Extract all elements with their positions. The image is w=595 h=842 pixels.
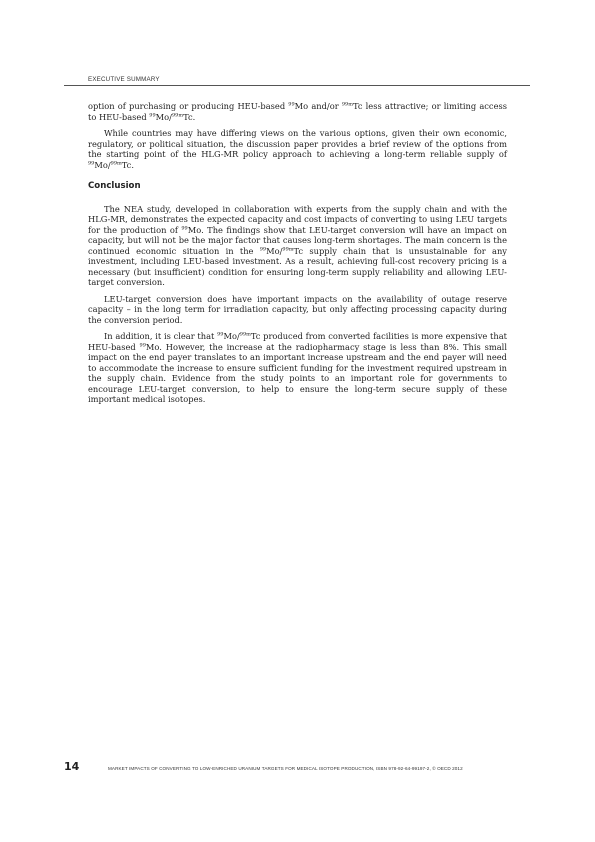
footer-publication-info: MARKET IMPACTS OF CONVERTING TO LOW-ENRICHED URANIUM TARGETS FOR MEDICAL ISOTOPE PRODUCTION, ISBN 978-92-64-99197-2, © OECD 2012	[108, 766, 463, 771]
isotope-superscript: 99	[259, 246, 267, 252]
isotope-superscript: 99m	[171, 112, 184, 118]
isotope-superscript: 99	[217, 331, 224, 338]
isotope-superscript: 99	[88, 160, 95, 166]
paragraph-country-views: While countries may have differing views on the various options, given their own economic, regulatory, or political situation, the discussion paper provides a brief review of the options from the starting point of the HLG-MR policy approach to achieving a long-term reliable supply of $^{99}$Mo/$^{99m}$Tc.	[88, 128, 507, 170]
paragraph-nea-study: The NEA study, developed in collaboration with experts from the supply chain and with the HLG-MR, demonstrates the expected capacity and cost impacts of converting to using LEU targets for the production of $^{99}$Mo. The findings show that LEU-target conversion will have an impact on capacity, but will not be the major factor that causes long-term shortages. The main concern is the continued economic situation in the $^{99}$Mo/$^{99m}$Tc supply chain that is unsustainable for any investment, including LEU-based investment. As a result, achieving full-cost recovery pricing is a necessary (but insufficient) condition for ensuring long-term supply reliability and allowing LEU-target conversion.	[88, 203, 507, 287]
paragraph-cost-impact: In addition, it is clear that $^{99}$Mo/$^{99m}$Tc produced from converted facilities is more expensive that HEU-based $^{99}$Mo. However, the increase at the radiopharmacy stage is less than 8%. This small impact on the end payer translates to an important increase upstream and the end payer will need to accommodate the increase to ensure sufficient funding for the investment required upstream in the supply chain. Evidence from the study points to an important role for governments to encourage LEU-target conversion, to help to ensure the long-term secure supply of these important medical isotopes.	[88, 331, 507, 404]
isotope-superscript: 99	[181, 225, 188, 231]
document-body	[88, 101, 507, 411]
isotope-superscript: 99m	[341, 101, 353, 108]
isotope-superscript: 99	[139, 342, 146, 348]
page-number: 14	[64, 760, 80, 773]
isotope-superscript: 99m	[110, 160, 122, 166]
paragraph-outage-reserve: LEU-target conversion does have important impacts on the availability of outage reserve capacity – in the long term for irradiation capacity, but only affecting processing capacity during the conversion period.	[88, 293, 507, 325]
running-head: EXECUTIVE SUMMARY	[88, 76, 160, 83]
isotope-superscript: 99	[288, 101, 295, 108]
isotope-superscript: 99	[149, 112, 156, 118]
page-footer	[64, 760, 530, 773]
header-rule	[64, 85, 530, 86]
paragraph-options-continued: option of purchasing or producing HEU-based $^{99}$Mo and/or $^{99m}$Tc less attractive; or limiting access to HEU-based $^{99}$Mo/$^{99m}$Tc.	[88, 101, 508, 122]
isotope-superscript: 99m	[282, 246, 294, 252]
isotope-superscript: 99m	[239, 331, 251, 338]
conclusion-heading: Conclusion	[88, 181, 141, 191]
